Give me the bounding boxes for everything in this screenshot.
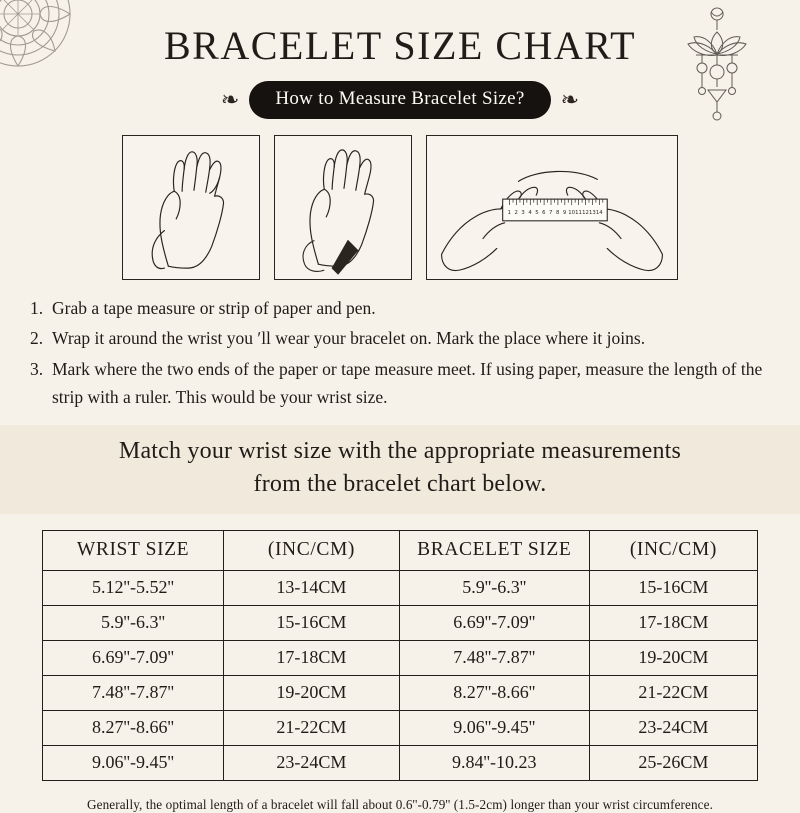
cell-wrist-cm: 19-20CM [224,675,400,710]
svg-text:13: 13 [588,209,596,216]
table-row [43,745,758,780]
cell-bracelet-cm: 19-20CM [589,640,757,675]
cell-wrist-cm: 15-16CM [224,605,400,640]
cell-wrist-cm: 17-18CM [224,640,400,675]
cell-bracelet-inches: 5.9''-6.3'' [399,570,589,605]
cell-wrist-inches: 8.27''-8.66'' [43,710,224,745]
cell-bracelet-inches: 6.69''-7.09'' [399,605,589,640]
table-row [43,640,758,675]
svg-text:12: 12 [582,209,589,216]
footnote: Generally, the optimal length of a bracelet will fall about 0.6''-0.79'' (1.5-2cm) longer than your wrist circumference. [87,796,713,812]
flourish-right-icon: ❧ [560,87,580,113]
list-item [30,294,766,322]
step-text: Wrap it around the wrist you ʹll wear your bracelet on. Mark the place where it joins. [52,328,646,349]
svg-text:9: 9 [562,209,567,216]
column-header-bracelet-units: (INC/CM) [589,530,757,570]
cell-bracelet-inches: 8.27''-8.66'' [399,675,589,710]
cell-wrist-inches: 7.48''-7.87'' [43,675,224,710]
cell-bracelet-cm: 25-26CM [589,745,757,780]
column-header-wrist-size: WRIST SIZE [43,530,224,570]
cell-wrist-cm: 21-22CM [224,710,400,745]
table-row [43,605,758,640]
cell-wrist-cm: 23-24CM [224,745,400,780]
cell-wrist-inches: 5.9''-6.3'' [43,605,224,640]
table-row [43,570,758,605]
cell-wrist-cm: 13-14CM [224,570,400,605]
cell-wrist-inches: 6.69''-7.09'' [43,640,224,675]
svg-text:3: 3 [521,209,525,216]
step-number: 3. [30,358,44,379]
step-number: 2. [30,328,44,349]
subtitle-row [0,81,800,119]
svg-text:4: 4 [528,209,532,216]
illustration-hands-measuring-with-ruler-3 [426,135,678,280]
svg-text:10: 10 [568,209,576,216]
size-table [42,530,758,781]
column-header-bracelet-size: BRACELET SIZE [399,530,589,570]
subtitle-pill: How to Measure Bracelet Size? [249,81,550,119]
cell-bracelet-inches: 9.84''-10.23 [399,745,589,780]
table-row [43,675,758,710]
svg-text:5: 5 [535,209,539,216]
cell-wrist-inches: 9.06''-9.45'' [43,745,224,780]
cell-bracelet-cm: 17-18CM [589,605,757,640]
table-header-row [43,530,758,570]
svg-text:6: 6 [542,209,546,216]
list-item [30,355,766,412]
illustrations-row [0,135,800,280]
cell-bracelet-cm: 21-22CM [589,675,757,710]
band-line-1: Match your wrist size with the appropriate measurements [118,438,682,465]
svg-text:14: 14 [595,209,603,216]
illustration-hand-with-paper-strip-2 [274,135,412,280]
cell-bracelet-inches: 7.48''-7.87'' [399,640,589,675]
flourish-left-icon: ❧ [220,87,240,113]
cell-wrist-inches: 5.12''-5.52'' [43,570,224,605]
svg-text:7: 7 [549,209,553,216]
step-text: Grab a tape measure or strip of paper and pen. [52,298,376,318]
list-item [30,324,766,352]
svg-text:8: 8 [555,209,560,216]
svg-text:1: 1 [507,209,512,216]
cell-bracelet-cm: 23-24CM [589,710,757,745]
cell-bracelet-inches: 9.06''-9.45'' [399,710,589,745]
svg-text:2: 2 [514,209,518,216]
column-header-wrist-units: (INC/CM) [224,530,400,570]
svg-text:11: 11 [575,209,582,216]
table-row [43,710,758,745]
page-title: BRACELET SIZE CHART [163,23,637,68]
illustration-hand-with-tape-measure-1 [122,135,260,280]
band-line-2: from the bracelet chart below. [253,470,547,497]
match-instruction-band [0,425,800,513]
step-number: 1. [30,298,44,318]
steps-list [30,294,766,411]
step-text: Mark where the two ends of the paper or tape measure meet. If using paper, measure the length of the strip with a ruler. This would be your wrist size. [52,358,763,408]
cell-bracelet-cm: 15-16CM [589,570,757,605]
